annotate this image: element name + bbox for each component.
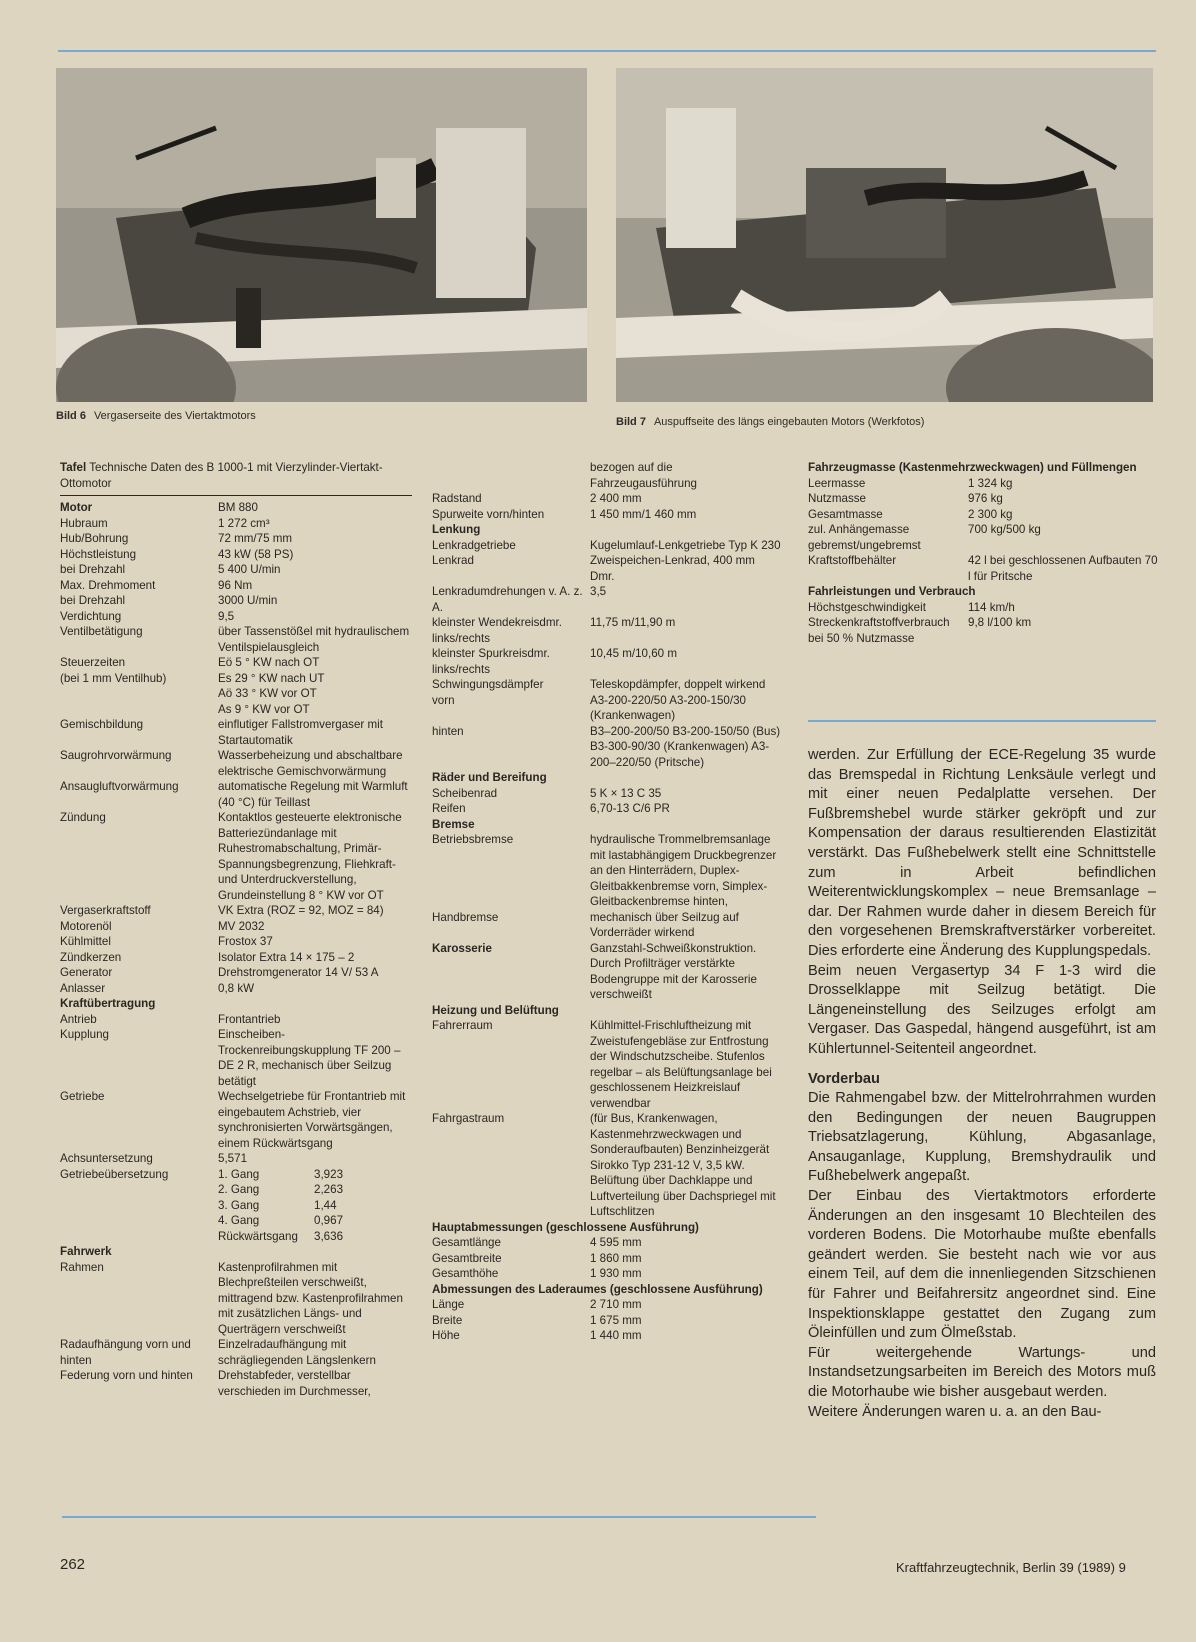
caption-bild-6: [56, 410, 256, 422]
spec-key: Höhe: [432, 1329, 460, 1342]
spec-key: Ventilbetätigung: [60, 625, 143, 638]
spec-value: Wechselgetriebe für Frontantrieb mit eingebautem Achstrieb, vier synchronisierten Vorwärtsgängen, einem Rückwärtsgang: [218, 1090, 406, 1150]
spec-row: [60, 1337, 412, 1368]
spec-value: bezogen auf die Fahrzeugausführung: [590, 461, 697, 490]
spec-value: 1 930 mm: [590, 1267, 642, 1280]
spec-value: 5 400 U/min: [218, 563, 281, 576]
spec-key: Federung vorn und hinten: [60, 1369, 193, 1382]
spec-key: Höchstgeschwindigkeit: [808, 600, 926, 614]
spec-key: Fahrgastraum: [432, 1112, 505, 1125]
spec-value: Frostox 37: [218, 935, 273, 948]
spec-row: [808, 460, 1158, 476]
spec-row: [60, 717, 412, 748]
section-heading: Vorderbau: [808, 1070, 880, 1087]
gear-ratios-label: Getriebeübersetzung: [60, 1167, 169, 1181]
journal-reference: Kraftfahrzeugtechnik, Berlin 39 (1989) 9: [896, 1560, 1126, 1575]
spec-key: Fahrwerk: [60, 1245, 112, 1258]
spec-row: [60, 516, 412, 532]
spec-value: As 9 ° KW vor OT: [218, 702, 310, 716]
spec-row: [432, 584, 782, 615]
spec-value: Frontantrieb: [218, 1012, 281, 1026]
gear-ratio: 1,44: [314, 1198, 337, 1212]
spec-value: 2 400 mm: [590, 492, 642, 505]
spec-value: 1 860 mm: [590, 1251, 642, 1265]
spec-value: 2 710 mm: [590, 1298, 642, 1311]
spec-value: 3,5: [590, 585, 607, 598]
spec-value: mechanisch über Seilzug auf Vorderräder wirkend: [590, 910, 739, 939]
spec-row: [432, 832, 782, 910]
spec-row: [432, 1266, 782, 1282]
gear-row: [218, 1213, 412, 1229]
spec-key: [432, 460, 590, 491]
spec-list-chassis: [432, 460, 782, 1344]
spec-value: 1 272 cm³: [218, 516, 270, 530]
spec-row: [432, 786, 782, 802]
spec-value: Einzelradaufhängung mit schrägliegenden Längslenkern: [218, 1338, 376, 1367]
gear-name: 2. Gang: [218, 1183, 260, 1196]
spec-value: Einscheiben-Trockenreibungskupplung TF 200 – DE 2 R, mechanisch über Seilzug betätigt: [218, 1028, 401, 1088]
engine-photo-right: [616, 68, 1153, 402]
spec-row: [432, 1328, 782, 1344]
tafel-rule: [60, 495, 412, 496]
spec-key: Anlasser: [60, 981, 106, 995]
spec-key: (bei 1 mm Ventilhub): [60, 671, 167, 685]
spec-key: Generator: [60, 966, 113, 979]
spec-key: Kupplung: [60, 1028, 109, 1041]
spec-value: Kühlmittel-Frischluftheizung mit Zweistufengebläse zur Entfrostung der Windschutzscheibe. Stufenlos regelbar – als Belüftungsanlage bei geschlossenem Heizkreislauf verwendbar: [590, 1019, 772, 1110]
spec-key: Gesamthöhe: [432, 1267, 499, 1280]
gear-row: [218, 1167, 412, 1183]
spec-row: [60, 624, 412, 655]
spec-value: 10,45 m/10,60 m: [590, 647, 678, 660]
spec-value: 6,70-13 C/6 PR: [590, 802, 670, 815]
spec-key: Hub/Bohrung: [60, 532, 129, 545]
spec-row: [432, 817, 782, 833]
spec-value: Drehstabfeder, verstellbar verschieden im Durchmesser,: [218, 1369, 371, 1398]
spec-row: [60, 965, 412, 981]
caption-bild-7: [616, 416, 924, 428]
spec-key: kleinster Wendekreisdmr. links/rechts: [432, 616, 562, 645]
spec-key: Lenkradgetriebe: [432, 538, 516, 552]
spec-key: Vergaserkraftstoff: [60, 904, 151, 917]
spec-value: Wasserbeheizung und abschaltbare elektrische Gemischvorwärmung: [218, 749, 403, 778]
spec-key: Breite: [432, 1313, 463, 1327]
spec-row: [60, 1260, 412, 1338]
spec-key: kleinster Spurkreisdmr. links/rechts: [432, 647, 550, 676]
spec-row: [60, 996, 412, 1012]
gear-ratio: 3,636: [314, 1229, 344, 1243]
spec-value: Kugelumlauf-Lenkgetriebe Typ K 230: [590, 538, 781, 552]
spec-value: 96 Nm: [218, 578, 253, 592]
spec-row: [432, 801, 782, 817]
spec-row: [60, 903, 412, 919]
photo-bild-6: [56, 68, 587, 402]
spec-row: [432, 615, 782, 646]
spec-value: 42 l bei geschlossenen Aufbauten 70 l für Pritsche: [968, 554, 1158, 583]
spec-value: 9,8 l/100 km: [968, 616, 1032, 629]
spec-key: Nutzmasse: [808, 492, 866, 505]
spec-key: Hubraum: [60, 516, 108, 530]
spec-row: [60, 934, 412, 950]
caption-label: Bild 7: [616, 416, 646, 428]
spec-key: Gesamtbreite: [432, 1251, 502, 1265]
gear-ratio: 2,263: [314, 1183, 344, 1196]
spec-row: [60, 810, 412, 903]
spec-value: Drehstromgenerator 14 V/ 53 A: [218, 966, 379, 979]
spec-key: Achsuntersetzung: [60, 1152, 153, 1165]
spec-list-fahrwerk: [60, 1244, 412, 1399]
spec-row: [60, 609, 412, 625]
spec-row: [60, 1027, 412, 1089]
spec-row: [60, 655, 412, 671]
spec-value: 0,8 kW: [218, 981, 255, 995]
spec-row: [60, 1012, 412, 1028]
spec-row: [432, 1297, 782, 1313]
spec-value: Zweispeichen-Lenkrad, 400 mm Dmr.: [590, 554, 755, 583]
paragraph: werden. Zur Erfüllung der ECE-Regelung 35 wurde das Bremspedal in Richtung Lenksäule verlegt und mit einer neuen Pedalplatte versehen. Der Fußbremshebel wurde stärker gekröpft und zur Kompensation der daraus resultierenden Elastizität verstärkt. Das Fußhebelwerk stellt eine Schnittstelle zum in Arbeit befindlichen Weiterentwicklungskomplex – neue Bremsanlage – dar. Der Rahmen wurde daher in diesem Bereich für den vorgesehenen Bremskraftverstärker vorbereitet. Dies erforderte eine Änderung des Kupplungspedals.: [808, 747, 1156, 959]
spec-row: [60, 950, 412, 966]
spec-value: Ganzstahl-Schweißkonstruktion. Durch Profilträger verstärkte Bodengruppe mit der Karosserie verschweißt: [590, 941, 757, 1001]
spec-value: 3000 U/min: [218, 594, 278, 607]
spec-row: [432, 1220, 782, 1236]
gear-name: Rückwärtsgang: [218, 1229, 298, 1243]
spec-row: [808, 476, 1158, 492]
spec-value: VK Extra (ROZ = 92, MOZ = 84): [218, 904, 384, 917]
spec-key: Saugrohrvorwärmung: [60, 749, 172, 762]
spec-row: [432, 1251, 782, 1267]
spec-row: [60, 1089, 412, 1151]
gear-name: 3. Gang: [218, 1198, 260, 1212]
spec-column-2: [432, 460, 782, 1344]
spec-key: Kraftstoffbehälter: [808, 554, 897, 567]
gear-ratio-list: [218, 1167, 412, 1245]
spec-list-motor: [60, 500, 412, 1167]
spec-value: 9,5: [218, 609, 235, 623]
spec-key: Gesamtmasse: [808, 507, 883, 521]
spec-value: 5,571: [218, 1152, 248, 1165]
spec-row: [60, 500, 412, 516]
spec-value: 72 mm/75 mm: [218, 532, 293, 545]
spec-key: Fahrleistungen und Verbrauch: [808, 585, 976, 598]
spec-key: Lenkrad: [432, 554, 474, 567]
gear-row: [218, 1198, 412, 1214]
spec-key: Kraftübertragung: [60, 997, 156, 1010]
spec-value: B3–200-200/50 B3-200-150/50 (Bus) B3-300-90/30 (Krankenwagen) A3-200–220/50 (Pritsche): [590, 724, 781, 769]
spec-key: [60, 702, 218, 718]
spec-key: Rahmen: [60, 1260, 104, 1274]
spec-value: 1 440 mm: [590, 1329, 642, 1342]
spec-row: [808, 491, 1158, 507]
spec-row: [60, 981, 412, 997]
spec-row: [60, 547, 412, 563]
column-3-rule: [808, 720, 1156, 722]
spec-value: BM 880: [218, 501, 258, 514]
spec-row: [432, 1003, 782, 1019]
spec-row: [60, 919, 412, 935]
spec-row: [432, 724, 782, 771]
spec-key: zul. Anhängemasse gebremst/ungebremst: [808, 523, 921, 552]
spec-row: [60, 1244, 412, 1260]
spec-value: Eö 5 ° KW nach OT: [218, 656, 320, 669]
tafel-text: Technische Daten des B 1000-1 mit Vierzylinder-Viertakt-Ottomotor: [60, 461, 383, 490]
spec-row: [432, 941, 782, 1003]
spec-row: [60, 1151, 412, 1167]
spec-key: Fahrzeugmasse (Kastenmehrzweckwagen) und Füllmengen: [808, 461, 1137, 474]
spec-key: Zündung: [60, 811, 106, 824]
spec-key: Motor: [60, 501, 93, 514]
spec-row: [432, 1235, 782, 1251]
spec-key: bei Drehzahl: [60, 563, 126, 576]
spec-key: Gesamtlänge: [432, 1236, 501, 1249]
spec-key: Abmessungen des Laderaumes (geschlossene Ausführung): [432, 1282, 763, 1296]
spec-column-1: [60, 460, 412, 1399]
spec-key: Schwingungsdämpfer: [432, 678, 544, 691]
top-rule: [58, 50, 1156, 52]
gear-row: [218, 1229, 412, 1245]
gear-ratio: 3,923: [314, 1167, 344, 1181]
bottom-rule: [62, 1516, 816, 1518]
spec-row: [432, 646, 782, 677]
spec-key: Verdichtung: [60, 609, 122, 623]
spec-key: Betriebsbremse: [432, 833, 514, 846]
spec-row: [60, 578, 412, 594]
spec-key: Bremse: [432, 817, 475, 831]
spec-key: Kühlmittel: [60, 935, 111, 948]
spec-row: [432, 1018, 782, 1111]
paragraph: Beim neuen Vergasertyp 34 F 1-3 wird die Drosselklappe mit Seilzug betätigt. Die Längeneinstellung des Seilzuges erfolgt am Vergaser. Das Gaspedal, hängend ausgeführt, ist am Kühlertunnel-Seitenteil angeordnet.: [808, 962, 1156, 1057]
spec-key: Steuerzeiten: [60, 656, 126, 669]
spec-value: über Tassenstößel mit hydraulischem Ventilspielausgleich: [218, 625, 410, 654]
spec-key: Streckenkraftstoffverbrauch bei 50 % Nutzmasse: [808, 616, 950, 645]
spec-value: 43 kW (58 PS): [218, 547, 294, 561]
spec-value: 4 595 mm: [590, 1236, 642, 1249]
spec-key: Lenkung: [432, 523, 481, 536]
spec-row: [432, 910, 782, 941]
spec-value: A3-200-220/50 A3-200-150/30 (Krankenwagen): [590, 693, 746, 722]
spec-value: 700 kg/500 kg: [968, 523, 1041, 536]
spec-value: 11,75 m/11,90 m: [590, 616, 676, 629]
spec-key: Räder und Bereifung: [432, 771, 547, 784]
spec-key: Länge: [432, 1298, 465, 1311]
paragraph: Für weitergehende Wartungs- und Instandsetzungsarbeiten im Bereich des Motors muß die Motorhaube wie bisher ausgebaut werden.: [808, 1344, 1156, 1400]
spec-key: Radstand: [432, 492, 482, 505]
spec-row: [432, 491, 782, 507]
spec-value: 1 324 kg: [968, 476, 1013, 490]
page-number: 262: [60, 1556, 86, 1573]
spec-value: MV 2032: [218, 919, 265, 933]
spec-row: [432, 553, 782, 584]
spec-key: Radaufhängung vorn und hinten: [60, 1338, 191, 1367]
gear-ratio: 0,967: [314, 1214, 344, 1227]
spec-column-3: [808, 460, 1158, 646]
spec-value: Aö 33 ° KW vor OT: [218, 687, 317, 700]
spec-key: Ansaugluftvorwärmung: [60, 780, 179, 793]
spec-row: [60, 686, 412, 702]
spec-key: Handbremse: [432, 910, 499, 924]
gear-ratios: [60, 1167, 412, 1245]
spec-key: Spurweite vorn/hinten: [432, 507, 545, 521]
engine-photo-left: [56, 68, 587, 402]
spec-value: (für Bus, Krankenwagen, Kastenmehrzweckwagen und Sonderaufbauten) Benzinheizgerät Sirokko Typ 231-12 V, 3,5 kW. Belüftung über Dachklappe und Luftverteilung über Dachspriegel mit Luftschlitzen: [590, 1112, 776, 1218]
spec-row: [432, 1282, 782, 1298]
spec-key: Lenkradumdrehungen v. A. z. A.: [432, 585, 583, 614]
spec-row: [432, 677, 782, 693]
paragraph: Der Einbau des Viertaktmotors erforderte Änderungen an den insgesamt 10 Blechteilen des vorderen Bodens. Die Motorhaube mußte ebenfalls geändert werden. Sie besteht nach wie vor aus einem Teil, auf dem die innenliegenden Sitzschienen für Fahrer und Beifahrersitz angeordnet sind. Eine Inspektionsklappe gestattet den Zugang zum Öleinfüllen und zum Ölmeßstab.: [808, 1188, 1156, 1342]
spec-key: [60, 686, 218, 702]
spec-row: [60, 1368, 412, 1399]
spec-value: Kontaktlos gesteuerte elektronische Batteriezündanlage mit Ruhestromabschaltung, Primär-Spannungsbegrenzung, Fliehkraft- und Unterdruckverstellung, Grundeinstellung 8 ° KW vor OT: [218, 811, 402, 902]
spec-key: Max. Drehmoment: [60, 578, 156, 592]
spec-row: [60, 593, 412, 609]
spec-key: Motorenöl: [60, 919, 112, 933]
spec-row: [808, 507, 1158, 523]
spec-value: 976 kg: [968, 492, 1003, 505]
spec-value: hydraulische Trommelbremsanlage mit lastabhängigem Druckbegrenzer an den Hinterrädern, Duplex-Gleitbakkenbremse vorn, Simplex-Gleitbackenbremse hinten,: [590, 833, 777, 908]
spec-row: [432, 770, 782, 786]
spec-row: [60, 748, 412, 779]
spec-row: [808, 522, 1158, 553]
photo-bild-7: [616, 68, 1153, 402]
caption-text: Auspuffseite des längs eingebauten Motors (Werkfotos): [653, 416, 925, 428]
spec-value: automatische Regelung mit Warmluft (40 °C) für Teillast: [218, 780, 408, 809]
spec-row: [808, 553, 1158, 584]
spec-value: 1 675 mm: [590, 1313, 642, 1327]
spec-key: bei Drehzahl: [60, 594, 126, 607]
spec-row: [60, 671, 412, 687]
spec-row: [432, 507, 782, 523]
spec-value: 5 K × 13 C 35: [590, 786, 662, 800]
article-body: [808, 746, 1156, 1422]
spec-row: [60, 702, 412, 718]
spec-row: [432, 522, 782, 538]
gear-row: [218, 1182, 412, 1198]
spec-row: [432, 538, 782, 554]
spec-value: 1 450 mm/1 460 mm: [590, 507, 697, 521]
tafel-title: [60, 460, 412, 491]
spec-row: [432, 1111, 782, 1220]
spec-key: Fahrerraum: [432, 1019, 493, 1032]
spec-row: [432, 1313, 782, 1329]
spec-key: Zündkerzen: [60, 950, 122, 964]
tafel-label: Tafel: [60, 461, 87, 474]
spec-value: einflutiger Fallstromvergaser mit Startautomatik: [218, 718, 383, 747]
spec-key: Gemischbildung: [60, 718, 144, 731]
caption-text: Vergaserseite des Viertaktmotors: [93, 410, 256, 422]
gear-name: 4. Gang: [218, 1214, 260, 1227]
paragraph: Die Rahmengabel bzw. der Mittelrohrrahmen wurden den Bedingungen der neuen Baugruppen Triebsatzlagerung, Kühlung, Abgasanlage, Ansauganlage, Kupplung, Bremshydraulik und Fußhebelwerk angepaßt.: [808, 1090, 1156, 1185]
spec-row: [808, 615, 1158, 646]
spec-value: Teleskopdämpfer, doppelt wirkend: [590, 678, 766, 691]
spec-row: [432, 460, 782, 491]
spec-key: Reifen: [432, 802, 466, 815]
spec-key: Karosserie: [432, 941, 492, 955]
spec-row: [808, 584, 1158, 600]
spec-key: Scheibenrad: [432, 786, 498, 800]
paragraph: Weitere Änderungen waren u. a. an den Bau-: [808, 1403, 1102, 1420]
spec-value: Kastenprofilrahmen mit Blechpreßteilen verschweißt, mittragend bzw. Kastenprofilrahmen mit zusätzlichen Längs- und Querträgern verschweißt: [218, 1260, 403, 1336]
spec-key: Leermasse: [808, 476, 866, 490]
spec-row: [432, 693, 782, 724]
spec-row: [808, 600, 1158, 616]
spec-row: [60, 531, 412, 547]
spec-value: 2 300 kg: [968, 507, 1013, 521]
spec-value: Es 29 ° KW nach UT: [218, 671, 325, 685]
spec-key: Antrieb: [60, 1012, 97, 1026]
spec-key: vorn: [432, 693, 455, 707]
caption-label: Bild 6: [56, 410, 86, 422]
spec-key: hinten: [432, 724, 464, 738]
spec-value: 114 km/h: [968, 600, 1015, 614]
spec-key: Höchstleistung: [60, 547, 137, 561]
spec-row: [60, 562, 412, 578]
gear-name: 1. Gang: [218, 1167, 260, 1181]
spec-list-masses: [808, 460, 1158, 646]
spec-value: Isolator Extra 14 × 175 – 2: [218, 950, 355, 964]
spec-key: Hauptabmessungen (geschlossene Ausführung): [432, 1220, 699, 1234]
spec-row: [60, 779, 412, 810]
spec-key: Getriebe: [60, 1090, 105, 1103]
spec-key: Heizung und Belüftung: [432, 1003, 559, 1017]
